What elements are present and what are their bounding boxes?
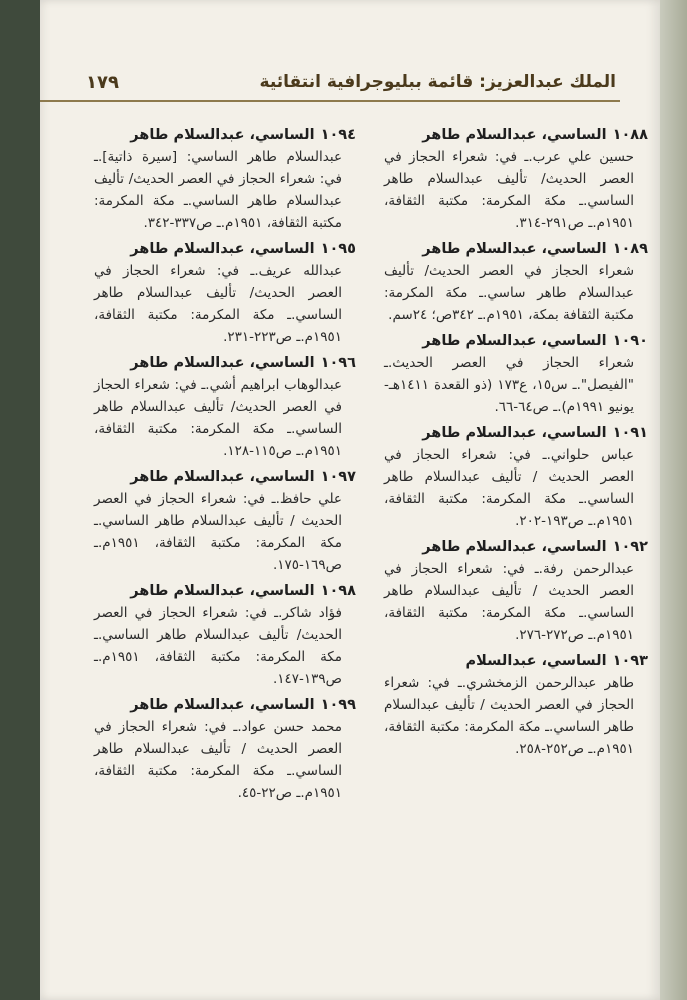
bibliography-entry [384,330,648,418]
bibliography-entry [384,422,648,532]
entry-body: طاهر عبدالرحمن الزمخشري.ـ في: شعراء الحجاز في العصر الحديث / تأليف عبدالسلام طاهر الساسي.ـ مكة المكرمة: مكتبة الثقافة، ١٩٥١م.ـ ص٢٥٢-٢٥٨. [384,675,634,757]
entry-heading [384,124,648,146]
entry-heading [94,124,356,146]
entry-heading [94,238,356,260]
entry-body: عباس حلواني.ـ في: شعراء الحجاز في العصر الحديث / تأليف عبدالسلام طاهر الساسي.ـ مكة المكرمة: مكتبة الثقافة، ١٩٥١م.ـ ص١٩٣-٢٠٢. [384,447,634,529]
entry-author: الساسي، عبدالسلام طاهر [130,127,315,143]
bibliography-entry [384,124,648,234]
entry-author: الساسي، عبدالسلام طاهر [130,697,315,713]
entry-author: الساسي، عبدالسلام طاهر [422,539,607,555]
entry-number: ١٠٩٥ [320,241,356,257]
entry-body: شعراء الحجاز في العصر الحديث/ تأليف عبدالسلام طاهر ساسي.ـ مكة المكرمة: مكتبة الثقافة بمكة، ١٩٥١م.ـ ٣٤٢ص؛ ٢٤سم. [384,263,634,323]
entry-number: ١٠٩٤ [320,127,356,143]
entry-body: علي حافظ.ـ في: شعراء الحجاز في العصر الحديث / تأليف عبدالسلام طاهر الساسي.ـ مكة المكرمة: مكتبة الثقافة، ١٩٥١م.ـ ص١٦٩-١٧٥. [94,491,342,573]
entry-author: الساسي، عبدالسلام طاهر [422,425,607,441]
book-spine [660,0,687,1000]
entry-number: ١٠٩٨ [320,583,356,599]
page-header [40,64,652,102]
entry-body: عبدالله عريف.ـ في: شعراء الحجاز في العصر الحديث/ تأليف عبدالسلام طاهر الساسي.ـ مكة المكرمة: مكتبة الثقافة، ١٩٥١م.ـ ص٢٢٣-٢٣١. [94,263,342,345]
entry-author: الساسي، عبدالسلام طاهر [130,583,315,599]
entry-number: ١٠٩٦ [320,355,356,371]
entry-body: شعراء الحجاز في العصر الحديث.ـ "الفيصل".ـ س١٥، ع١٧٣ (ذو القعدة ١٤١١هـ-يونيو ١٩٩١م).ـ ص٦٤-٦٦. [384,355,634,415]
entry-author: الساسي، عبدالسلام طاهر [130,355,315,371]
entry-number: ١٠٩١ [612,425,648,441]
entry-heading [384,650,648,672]
left-column [94,124,356,808]
entry-body: فؤاد شاكر.ـ في: شعراء الحجاز في العصر الحديث/ تأليف عبدالسلام طاهر الساسي.ـ مكة المكرمة: مكتبة الثقافة، ١٩٥١م.ـ ص١٣٩-١٤٧. [94,605,342,687]
entry-number: ١٠٨٨ [612,127,648,143]
entry-heading [94,694,356,716]
entry-author: الساسي، عبدالسلام طاهر [422,241,607,257]
bibliography-entry [94,580,356,690]
entry-number: ١٠٩٩ [320,697,356,713]
bibliography-entry [94,238,356,348]
entry-heading [94,352,356,374]
bibliography-entry [384,536,648,646]
entry-number: ١٠٩٠ [612,333,648,349]
running-title: الملك عبدالعزيز: قائمة ببليوجرافية انتقائية [259,72,616,92]
bibliography-entry [94,694,356,804]
entry-number: ١٠٩٣ [612,653,648,669]
bibliography-entry [384,238,648,326]
page-number: ١٧٩ [86,72,119,93]
entry-author: الساسي، عبدالسلام طاهر [422,333,607,349]
entry-body: محمد حسن عواد.ـ في: شعراء الحجاز في العصر الحديث / تأليف عبدالسلام طاهر الساسي.ـ مكة المكرمة: مكتبة الثقافة، ١٩٥١م.ـ ص٢٢-٤٥. [94,719,342,801]
entry-body: حسين علي عرب.ـ في: شعراء الحجاز في العصر الحديث/ تأليف عبدالسلام طاهر الساسي.ـ مكة المكرمة: مكتبة الثقافة، ١٩٥١م.ـ ص٢٩١-٣١٤. [384,149,634,231]
entry-number: ١٠٩٢ [612,539,648,555]
entry-heading [94,466,356,488]
entry-author: الساسي، عبدالسلام طاهر [130,241,315,257]
entry-heading [384,536,648,558]
header-rule [40,100,620,102]
bibliography-entry [94,466,356,576]
entry-author: الساسي، عبدالسلام [465,653,607,669]
entry-number: ١٠٨٩ [612,241,648,257]
bibliography-entry [384,650,648,760]
entry-heading [384,422,648,444]
entry-number: ١٠٩٧ [320,469,356,485]
entry-body: عبدالوهاب ابراهيم أشي.ـ في: شعراء الحجاز في العصر الحديث/ تأليف عبدالسلام طاهر الساسي.ـ مكة المكرمة: مكتبة الثقافة، ١٩٥١م.ـ ص١١٥-١٢٨. [94,377,342,459]
bibliography-entry [94,124,356,234]
bibliography-entry [94,352,356,462]
entry-heading [94,580,356,602]
entry-heading [384,330,648,352]
entry-heading [384,238,648,260]
right-column [384,124,648,764]
entry-author: الساسي، عبدالسلام طاهر [130,469,315,485]
entry-body: عبدالرحمن رفة.ـ في: شعراء الحجاز في العصر الحديث / تأليف عبدالسلام طاهر الساسي.ـ مكة المكرمة: مكتبة الثقافة، ١٩٥١م.ـ ص٢٧٢-٢٧٦. [384,561,634,643]
entry-body: عبدالسلام طاهر الساسي: [سيرة ذاتية].ـ في: شعراء الحجاز في العصر الحديث/ تأليف عبدالسلام طاهر الساسي.ـ مكة المكرمة: مكتبة الثقافة، ١٩٥١م.ـ ص٣٣٧-٣٤٢. [94,149,342,231]
entry-author: الساسي، عبدالسلام طاهر [422,127,607,143]
